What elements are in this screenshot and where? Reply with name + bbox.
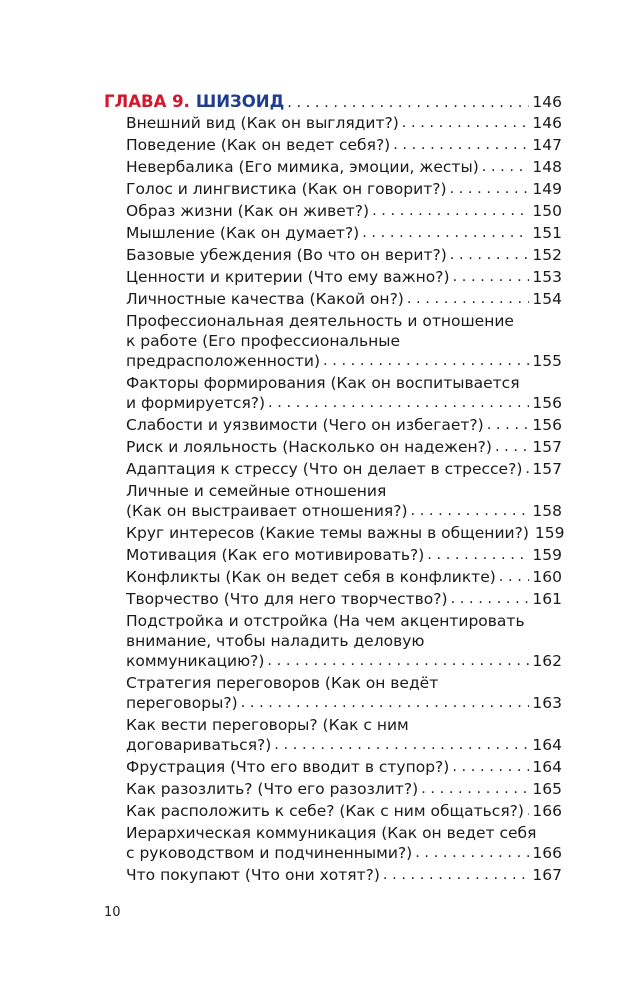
toc-entry[interactable] — [126, 865, 562, 885]
toc-entry-last-line — [126, 501, 562, 521]
toc-entry-text: Базовые убеждения (Во что он верит?) — [126, 246, 447, 264]
toc-entry[interactable] — [126, 481, 562, 521]
toc-entry-text: Круг интересов (Какие темы важны в общении?) — [126, 524, 529, 542]
toc-entry[interactable] — [126, 611, 562, 671]
toc-entry[interactable] — [126, 201, 562, 221]
toc-entry[interactable] — [126, 223, 562, 243]
toc-entry[interactable] — [126, 567, 562, 587]
toc-entry-text: Творчество (Что для него творчество?) — [126, 590, 448, 608]
toc-entry-last-line — [126, 567, 562, 587]
toc-entry-last-line — [126, 437, 562, 457]
toc-entry-text: предрасположенности) — [126, 352, 321, 370]
toc-entry-text: с руководством и подчиненными?) — [126, 844, 413, 862]
toc-entry-line: Профессиональная деятельность и отношение — [126, 312, 514, 330]
toc-entry[interactable] — [126, 245, 562, 265]
toc-entry-text: Мотивация (Как его мотивировать?) — [126, 546, 425, 564]
toc-entry[interactable] — [126, 757, 562, 777]
toc-entry-last-line — [126, 545, 562, 565]
toc-entry-line: Как вести переговоры? (Как с ним — [126, 716, 409, 734]
toc-entry-page-number: 162 — [532, 652, 562, 670]
toc-entry-line: Факторы формирования (Как он воспитывается — [126, 374, 520, 392]
toc-entry-text: договариваться?) — [126, 736, 272, 754]
toc-entry[interactable] — [126, 415, 562, 435]
dot-leader — [393, 135, 529, 155]
dot-leader — [525, 459, 529, 479]
toc-entry[interactable] — [126, 437, 562, 457]
chapter-page-number: 146 — [532, 93, 562, 111]
toc-entry-last-line — [126, 289, 562, 309]
toc-entry-last-line — [126, 201, 562, 221]
toc-entry[interactable] — [126, 801, 562, 821]
toc-entry-line: внимание, чтобы наладить деловую — [126, 632, 425, 650]
toc-entry-page-number: 163 — [532, 694, 562, 712]
toc-entry-text: Слабости и уязвимости (Чего он избегает?) — [126, 416, 484, 434]
toc-entry-page-number: 148 — [532, 158, 562, 176]
dot-leader — [402, 113, 530, 133]
toc-entry-page-number: 146 — [532, 114, 562, 132]
toc-entry[interactable] — [126, 459, 562, 479]
toc-entry-page-number: 157 — [532, 460, 562, 478]
toc-entry[interactable] — [126, 823, 562, 863]
toc-entry-text: Адаптация к стрессу (Что он делает в стрессе?) — [126, 460, 523, 478]
toc-entry[interactable] — [126, 311, 562, 371]
dot-leader — [482, 157, 530, 177]
table-of-contents — [104, 86, 565, 885]
dot-leader — [450, 245, 530, 265]
toc-entry[interactable] — [126, 135, 562, 155]
chapter-title: ШИЗОИД — [195, 92, 285, 111]
toc-entry-last-line — [126, 351, 562, 371]
toc-entry-last-line — [126, 459, 562, 479]
toc-entry[interactable] — [126, 157, 562, 177]
chapter-heading[interactable] — [104, 86, 562, 111]
toc-entry-page-number: 152 — [532, 246, 562, 264]
dot-leader — [495, 437, 529, 457]
toc-entry-last-line — [126, 179, 562, 199]
toc-entry[interactable] — [126, 715, 562, 755]
toc-entry-line: к работе (Его профессиональные — [126, 332, 400, 350]
toc-entry-text: Фрустрация (Что его вводит в ступор?) — [126, 758, 450, 776]
dot-leader — [287, 95, 529, 111]
toc-entry-last-line — [126, 589, 562, 609]
toc-entry-page-number: 166 — [532, 844, 562, 862]
toc-entry[interactable] — [126, 545, 562, 565]
toc-entry-page-number: 147 — [532, 136, 562, 154]
toc-entry-text: переговоры?) — [126, 694, 238, 712]
toc-entry-last-line — [126, 779, 562, 799]
toc-entry[interactable] — [126, 589, 562, 609]
dot-leader — [323, 351, 529, 371]
toc-entry-last-line — [126, 843, 562, 863]
toc-entries — [126, 113, 565, 885]
toc-entry-last-line — [126, 693, 562, 713]
toc-entry[interactable] — [126, 179, 562, 199]
toc-entry-last-line — [126, 223, 562, 243]
toc-entry-text: Конфликты (Как он ведет себя в конфликте) — [126, 568, 496, 586]
toc-entry-last-line — [126, 267, 562, 287]
toc-entry-last-line — [126, 651, 562, 671]
toc-entry-last-line — [126, 157, 562, 177]
toc-entry-last-line — [126, 801, 562, 821]
toc-entry-text: Мышление (Как он думает?) — [126, 224, 360, 242]
dot-leader — [427, 545, 529, 565]
dot-leader — [407, 289, 530, 309]
toc-entry-page-number: 166 — [532, 802, 562, 820]
toc-entry-text: Внешний вид (Как он выглядит?) — [126, 114, 399, 132]
toc-entry-page-number: 164 — [532, 736, 562, 754]
toc-entry-page-number: 159 — [532, 546, 562, 564]
toc-entry[interactable] — [126, 673, 562, 713]
toc-entry-line: Стратегия переговоров (Как он ведёт — [126, 674, 439, 692]
toc-entry-page-number: 150 — [532, 202, 562, 220]
toc-entry-page-number: 161 — [532, 590, 562, 608]
toc-entry-page-number: 156 — [532, 416, 562, 434]
toc-entry-line: Личные и семейные отношения — [126, 482, 387, 500]
toc-entry-text: Невербалика (Его мимика, эмоции, жесты) — [126, 158, 479, 176]
toc-entry-page-number: 154 — [532, 290, 562, 308]
toc-entry-page-number: 149 — [532, 180, 562, 198]
toc-entry-text: Риск и лояльность (Насколько он надежен?) — [126, 438, 492, 456]
toc-entry-page-number: 164 — [532, 758, 562, 776]
toc-entry-last-line — [126, 135, 562, 155]
dot-leader — [487, 415, 530, 435]
toc-entry[interactable] — [126, 373, 562, 413]
toc-entry-page-number: 158 — [532, 502, 562, 520]
toc-entry-last-line — [126, 393, 562, 413]
dot-leader — [527, 801, 529, 821]
toc-entry-last-line — [126, 757, 562, 777]
toc-entry-last-line — [126, 245, 562, 265]
toc-entry[interactable] — [126, 779, 562, 799]
toc-entry-text: Личностные качества (Какой он?) — [126, 290, 404, 308]
toc-entry-text: коммуникацию?) — [126, 652, 265, 670]
dot-leader — [241, 693, 530, 713]
toc-entry-text: Образ жизни (Как он живет?) — [126, 202, 370, 220]
toc-entry-last-line — [126, 415, 562, 435]
dot-leader — [421, 779, 529, 799]
toc-entry-text: Как расположить к себе? (Как с ним общаться?) — [126, 802, 524, 820]
toc-entry-text: Что покупают (Что они хотят?) — [126, 866, 380, 884]
dot-leader — [499, 567, 530, 587]
toc-entry-line: Иерархическая коммуникация (Как он ведет себя — [126, 824, 537, 842]
toc-entry-text: и формируется?) — [126, 394, 266, 412]
toc-entry-page-number: 157 — [532, 438, 562, 456]
toc-entry-text: (Как он выстраивает отношения?) — [126, 502, 408, 520]
toc-entry-last-line — [126, 113, 562, 133]
dot-leader — [450, 179, 530, 199]
toc-entry-page-number: 165 — [532, 780, 562, 798]
dot-leader — [268, 393, 529, 413]
chapter-number: ГЛАВА 9. — [104, 92, 190, 111]
toc-entry-page-number: 167 — [532, 866, 562, 884]
dot-leader — [451, 589, 530, 609]
toc-entry-line: Подстройка и отстройка (На чем акцентировать — [126, 612, 525, 630]
dot-leader — [411, 501, 530, 521]
toc-entry[interactable] — [126, 113, 562, 133]
toc-entry[interactable] — [126, 523, 565, 543]
dot-leader — [452, 757, 529, 777]
toc-entry-page-number: 159 — [534, 524, 565, 542]
toc-entry-last-line — [126, 735, 562, 755]
toc-entry-last-line — [126, 523, 565, 543]
toc-entry[interactable] — [126, 267, 562, 287]
toc-entry-page-number: 153 — [532, 268, 562, 286]
toc-entry[interactable] — [126, 289, 562, 309]
dot-leader — [415, 843, 529, 863]
page-number: 10 — [104, 905, 121, 920]
toc-entry-text: Ценности и критерии (Что ему важно?) — [126, 268, 450, 286]
toc-entry-last-line — [126, 865, 562, 885]
toc-entry-page-number: 160 — [532, 568, 562, 586]
toc-entry-text: Голос и лингвистика (Как он говорит?) — [126, 180, 447, 198]
dot-leader — [362, 223, 529, 243]
toc-entry-page-number: 151 — [532, 224, 562, 242]
toc-entry-text: Поведение (Как он ведет себя?) — [126, 136, 391, 154]
toc-entry-page-number: 156 — [532, 394, 562, 412]
dot-leader — [267, 651, 529, 671]
dot-leader — [383, 865, 530, 885]
toc-entry-text: Как разозлить? (Что его разозлит?) — [126, 780, 419, 798]
dot-leader — [372, 201, 529, 221]
dot-leader — [274, 735, 529, 755]
toc-entry-page-number: 155 — [532, 352, 562, 370]
dot-leader — [453, 267, 530, 287]
